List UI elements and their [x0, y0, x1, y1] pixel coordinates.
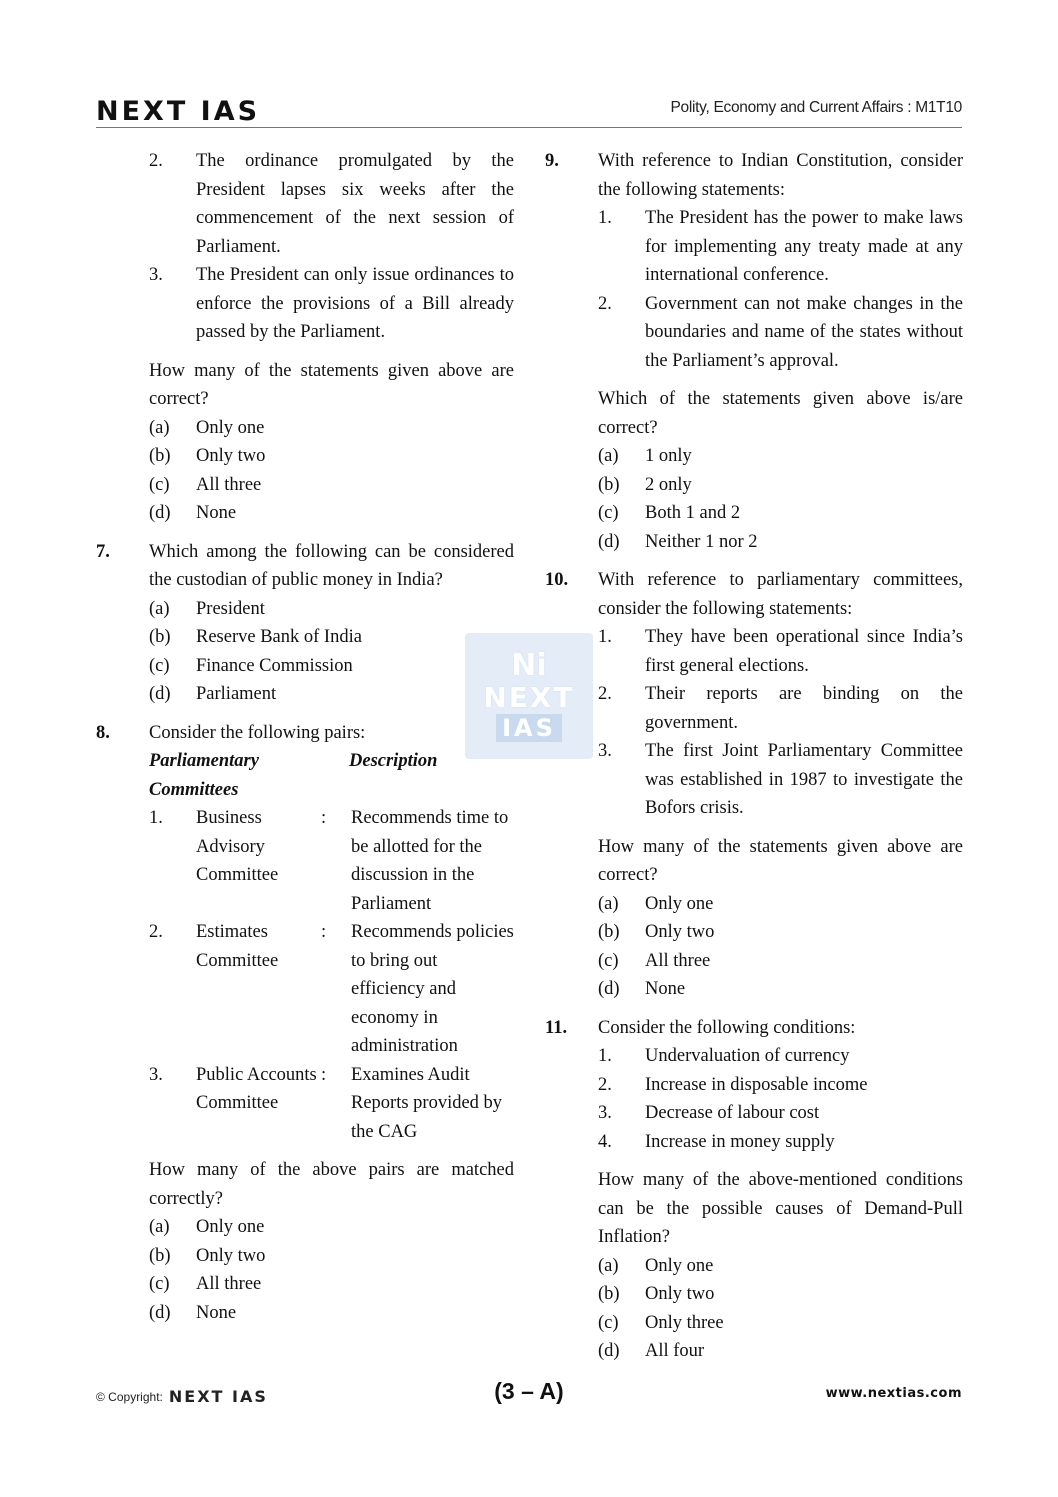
statement: 1. Undervaluation of currency [598, 1046, 850, 1066]
question-8 [96, 719, 514, 1328]
option-b: (b) 2 only [598, 474, 692, 495]
option-a: (a) 1 only [598, 446, 692, 466]
question-prompt: How many of the statements given above are correct? [598, 836, 963, 885]
option-d: (d) None [149, 1302, 237, 1323]
watermark-logo: Ni NEXT IAS [465, 633, 593, 759]
question-9 [545, 147, 963, 556]
brand-logo: NEXT IAS [96, 96, 261, 127]
header-divider [96, 127, 962, 128]
option-a: (a) Only one [149, 1217, 265, 1237]
pair-row: 3. Public Accounts Committee : Examines Audit Reports provided by the CAG [149, 1064, 503, 1142]
question-11 [545, 1014, 963, 1366]
footer-copyright: © Copyright: NEXT IAS [96, 1387, 268, 1406]
question-text: With reference to Indian Constitution, consider the following statements: [598, 151, 963, 200]
question-7 [96, 538, 514, 709]
option-d: (d) Parliament [149, 684, 277, 704]
option-c: (c) Both 1 and 2 [598, 503, 741, 523]
statement: 3. Decrease of labour cost [598, 1103, 820, 1123]
option-b: (b) Only two [598, 1284, 715, 1304]
option-b: (b) Only two [149, 446, 266, 466]
statement: 2. Government can not make changes in the boundaries and name of the states without the Parliament’s approval. [598, 293, 963, 371]
option-c: (c) All three [149, 474, 262, 495]
footer-logo: NEXT IAS [168, 1387, 268, 1406]
option-a: (a) Only one [598, 893, 714, 914]
question-prompt: How many of the above-mentioned conditions can be the possible causes of Demand-Pull Inflation? [598, 1170, 963, 1247]
option-b: (b) Only two [598, 922, 715, 942]
pair-row: 1. Business Advisory Committee : Recommends time to be allotted for the discussion in the Parliament [149, 808, 509, 914]
question-number: 11. [545, 1017, 568, 1038]
question-6-continued [96, 147, 514, 528]
paper-subtitle: Polity, Economy and Current Affairs : M1T10 [670, 99, 962, 116]
question-text: With reference to parliamentary committees, consider the following statements: [598, 570, 963, 619]
question-text: Consider the following pairs: [149, 722, 366, 743]
option-c: (c) Finance Commission [149, 655, 353, 676]
pairs-table-header: Parliamentary Committees Description [149, 751, 438, 800]
question-text: Which among the following can be considered the custodian of public money in India? [149, 541, 514, 590]
question-number: 10. [545, 570, 569, 590]
question-number: 8. [96, 722, 110, 743]
statement: 1. The President has the power to make laws for implementing any treaty made at any international conference. [598, 208, 963, 285]
statement: 2. The ordinance promulgated by the President lapses six weeks after the commencement of the next session of Parliament. [149, 151, 514, 257]
question-number: 9. [545, 151, 559, 171]
option-d: (d) None [149, 503, 237, 523]
question-prompt: How many of the statements given above are correct? [149, 360, 514, 409]
option-d: (d) None [598, 979, 686, 999]
question-prompt: How many of the above pairs are matched correctly? [149, 1160, 514, 1209]
statement: 2. Their reports are binding on the government. [598, 684, 963, 733]
option-b: (b) Reserve Bank of India [149, 627, 362, 647]
question-number: 7. [96, 541, 110, 562]
statement: 4. Increase in money supply [598, 1131, 835, 1152]
option-c: (c) All three [598, 950, 711, 971]
website-url: www.nextias.com [825, 1386, 962, 1401]
right-column [545, 147, 963, 1366]
option-d: (d) All four [598, 1341, 705, 1361]
option-a: (a) President [149, 598, 265, 619]
statement: 3. The President can only issue ordinances to enforce the provisions of a Bill already passed by the Parliament. [149, 265, 514, 342]
option-a: (a) Only one [149, 417, 265, 438]
page-number: (3 – A) [494, 1378, 564, 1404]
option-a: (a) Only one [598, 1255, 714, 1276]
option-c: (c) Only three [598, 1312, 724, 1333]
left-column [96, 147, 514, 1327]
statement: 3. The first Joint Parliamentary Committee was established in 1987 to investigate the Bofors crisis. [598, 741, 963, 818]
pair-row: 2. Estimates Committee : Recommends policies to bring out efficiency and economy in administration [149, 922, 514, 1056]
option-b: (b) Only two [149, 1245, 266, 1266]
question-prompt: Which of the statements given above is/are correct? [598, 389, 963, 438]
option-c: (c) All three [149, 1274, 262, 1294]
statement: 2. Increase in disposable income [598, 1074, 868, 1095]
statement: 1. They have been operational since India’s first general elections. [598, 627, 963, 676]
question-text: Consider the following conditions: [598, 1017, 856, 1038]
question-10 [545, 566, 963, 1004]
option-d: (d) Neither 1 nor 2 [598, 531, 758, 552]
